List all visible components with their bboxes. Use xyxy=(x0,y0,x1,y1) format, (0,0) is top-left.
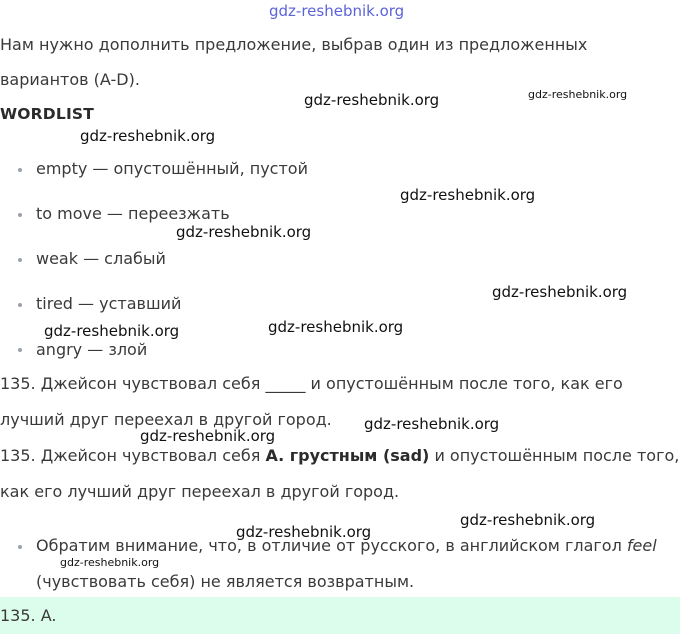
solution-prefix: 135. Джейсон чувствовал себя xyxy=(0,446,266,465)
wordlist-item: angry — злой xyxy=(36,340,148,359)
answer-text: 135. A. xyxy=(0,606,57,625)
task-line-1: 135. Джейсон чувствовал себя _____ и опустошённым после того, как его xyxy=(0,374,623,393)
bullet-dot xyxy=(18,168,22,172)
watermark: gdz-reshebnik.org xyxy=(44,322,180,340)
answer-box xyxy=(0,597,680,634)
watermark: gdz-reshebnik.org xyxy=(80,127,216,145)
wordlist-item: tired — уставший xyxy=(36,294,182,313)
watermark: gdz-reshebnik.org xyxy=(528,88,628,101)
watermark: gdz-reshebnik.org xyxy=(140,427,276,445)
note-verb: feel xyxy=(626,536,657,555)
watermark: gdz-reshebnik.org xyxy=(60,556,160,569)
bullet-dot xyxy=(18,213,22,217)
watermark: gdz-reshebnik.org xyxy=(400,186,536,204)
watermark-top: gdz-reshebnik.org xyxy=(269,2,405,20)
note-text: Обратим внимание, что, в отличие от русского, в английском глагол xyxy=(36,536,627,555)
watermark: gdz-reshebnik.org xyxy=(236,523,372,541)
bullet-dot xyxy=(18,348,22,352)
intro-line-2: вариантов (A-D). xyxy=(0,70,140,89)
watermark: gdz-reshebnik.org xyxy=(492,283,628,301)
watermark: gdz-reshebnik.org xyxy=(268,318,404,336)
watermark: gdz-reshebnik.org xyxy=(176,223,312,241)
note-line-2: (чувствовать себя) не является возвратным. xyxy=(36,572,415,591)
solution-suffix: и опустошённым после того, xyxy=(429,446,680,465)
wordlist-item: to move — переезжать xyxy=(36,204,230,223)
watermark: gdz-reshebnik.org xyxy=(460,511,596,529)
solution-answer: A. грустным (sad) xyxy=(265,446,430,465)
solution-line-1 xyxy=(0,446,679,465)
wordlist-heading: WORDLIST xyxy=(0,105,95,123)
watermark: gdz-reshebnik.org xyxy=(364,415,500,433)
solution-line-2: как его лучший друг переехал в другой город. xyxy=(0,482,400,501)
task-line-2: лучший друг переехал в другой город. xyxy=(0,410,332,429)
intro-line-1: Нам нужно дополнить предложение, выбрав один из предложенных xyxy=(0,35,588,54)
watermark: gdz-reshebnik.org xyxy=(304,91,440,109)
bullet-dot xyxy=(18,258,22,262)
bullet-dot xyxy=(18,303,22,307)
wordlist-item: weak — слабый xyxy=(36,249,166,268)
wordlist-item: empty — опустошённый, пустой xyxy=(36,159,308,178)
bullet-dot xyxy=(18,545,22,549)
